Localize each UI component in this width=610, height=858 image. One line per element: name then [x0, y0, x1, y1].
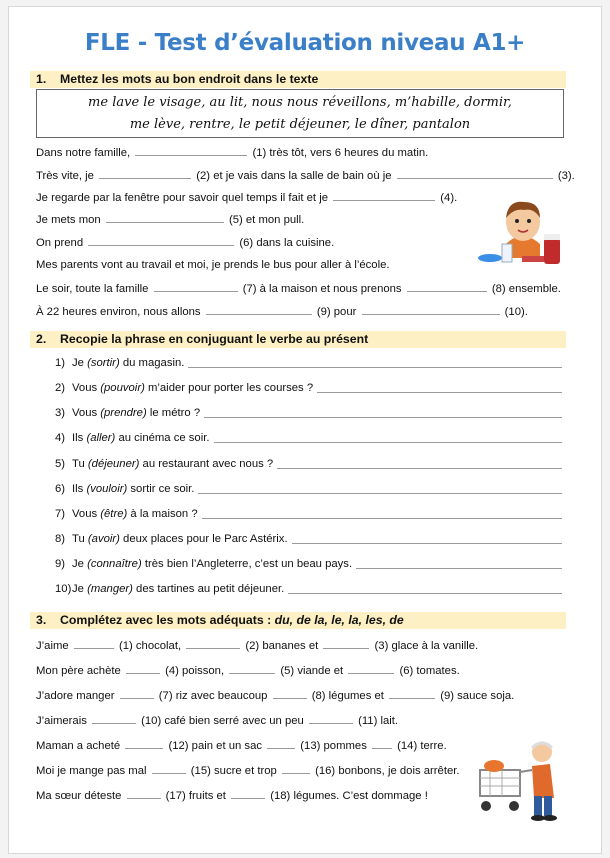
- s1-l2-text-a: Très vite, je: [36, 170, 94, 182]
- s3-row-3: [36, 688, 514, 703]
- s2-item-number: 3): [55, 407, 66, 419]
- shopper-cart-illustration: [474, 734, 570, 822]
- s2-item-subject: Vous: [72, 382, 101, 394]
- s3-r2-t1: (4) poisson,: [165, 665, 225, 677]
- s2-answer-line[interactable]: [277, 458, 562, 469]
- s3-r2-t0: Mon père achète: [36, 665, 121, 677]
- blank-2[interactable]: [99, 168, 191, 179]
- s1-line-4: [36, 212, 304, 227]
- section-2-title: Recopie la phrase en conjuguant le verbe au présent: [60, 332, 369, 346]
- section-3-heading: [30, 612, 566, 629]
- s3-row-6: [36, 763, 460, 778]
- s2-item-2: [55, 381, 562, 395]
- s1-l1-text-b: (1) très tôt, vers 6 heures du matin.: [252, 147, 429, 159]
- s2-item-verb: (être): [100, 508, 128, 520]
- s2-item-subject: Tu: [72, 458, 88, 470]
- s1-l7-text-a: Le soir, toute la famille: [36, 283, 149, 295]
- s3-blank-15[interactable]: [152, 763, 186, 774]
- s2-item-subject: Ils: [72, 432, 87, 444]
- s1-l8-text-a: À 22 heures environ, nous allons: [36, 306, 201, 318]
- s2-item-5: [55, 457, 562, 471]
- s3-r5-t3: (14) terre.: [397, 740, 447, 752]
- blank-7[interactable]: [154, 281, 238, 292]
- s3-r5-t1: (12) pain et un sac: [168, 740, 263, 752]
- blank-6[interactable]: [88, 235, 234, 246]
- blank-4[interactable]: [333, 190, 435, 201]
- s3-row-7: [36, 788, 428, 803]
- s2-item-rest: au restaurant avec nous ?: [139, 458, 274, 470]
- s1-l2-text-c: (3).: [557, 170, 575, 182]
- s2-answer-line[interactable]: [202, 508, 562, 519]
- section-3-title-words: du, de la, le, la, les, de: [274, 613, 404, 627]
- s2-item-verb: (prendre): [100, 407, 147, 419]
- s3-r4-t2: (11) lait.: [358, 715, 399, 727]
- s1-l1-text-a: Dans notre famille,: [36, 147, 131, 159]
- s3-r3-t2: (8) légumes et: [311, 690, 384, 702]
- s2-item-number: 9): [55, 558, 66, 570]
- s2-item-rest: à la maison ?: [127, 508, 198, 520]
- s3-blank-16[interactable]: [282, 763, 310, 774]
- blank-9[interactable]: [206, 304, 312, 315]
- s2-item-verb: (vouloir): [86, 483, 128, 495]
- word-bank-line-2: me lève, rentre, le petit déjeuner, le dîner, pantalon: [129, 117, 471, 132]
- s2-item-rest: sortir ce soir.: [127, 483, 195, 495]
- s2-answer-line[interactable]: [188, 357, 562, 368]
- s2-item-subject: Ils: [72, 483, 87, 495]
- s1-l5-text-b: (6) dans la cuisine.: [239, 237, 335, 249]
- s3-r3-t0: J’adore manger: [36, 690, 115, 702]
- s2-item-verb: (pouvoir): [100, 382, 145, 394]
- s3-blank-7[interactable]: [120, 688, 154, 699]
- s2-item-subject: Tu: [72, 533, 88, 545]
- s3-r6-t1: (15) sucre et trop: [190, 765, 277, 777]
- s3-row-5: [36, 738, 447, 753]
- s2-item-verb: (connaître): [87, 558, 142, 570]
- s3-blank-13[interactable]: [267, 738, 295, 749]
- section-2-heading: [30, 331, 566, 348]
- s3-row-1: [36, 638, 478, 653]
- s3-r7-t2: (18) légumes. C’est dommage !: [270, 790, 428, 802]
- word-bank-line-1: me lave le visage, au lit, nous nous réveillons, m’habille, dormir,: [88, 95, 512, 110]
- s3-blank-8[interactable]: [273, 688, 307, 699]
- s1-l8-text-b: (9) pour: [316, 306, 357, 318]
- s2-item-8: [55, 532, 562, 546]
- boy-breakfast-illustration: [478, 194, 568, 270]
- s3-r2-t2: (5) viande et: [280, 665, 344, 677]
- blank-3[interactable]: [397, 168, 553, 179]
- section-1-title: Mettez les mots au bon endroit dans le texte: [60, 72, 319, 86]
- s3-blank-17[interactable]: [127, 788, 161, 799]
- s3-r4-t0: J’aimerais: [36, 715, 87, 727]
- s3-r5-t0: Maman a acheté: [36, 740, 121, 752]
- s2-item-rest: m’aider pour porter les courses ?: [144, 382, 314, 394]
- s2-item-verb: (aller): [86, 432, 116, 444]
- s3-blank-18[interactable]: [231, 788, 265, 799]
- s2-item-number: 10): [55, 583, 72, 595]
- s2-item-number: 8): [55, 533, 66, 545]
- s3-blank-10[interactable]: [92, 713, 136, 724]
- s3-r2-t3: (6) tomates.: [399, 665, 460, 677]
- s3-blank-3[interactable]: [323, 638, 369, 649]
- s3-blank-11[interactable]: [309, 713, 353, 724]
- section-3-title: Complétez avec les mots adéquats :: [60, 613, 275, 627]
- s2-item-6: [55, 482, 562, 496]
- s2-item-number: 5): [55, 458, 66, 470]
- s1-l5-text-a: On prend: [36, 237, 84, 249]
- s1-l7-text-b: (7) à la maison et nous prenons: [242, 283, 402, 295]
- s2-item-verb: (sortir): [87, 357, 120, 369]
- s2-item-rest: des tartines au petit déjeuner.: [132, 583, 285, 595]
- s3-r1-t2: (2) bananes et: [245, 640, 319, 652]
- s1-line-7: [36, 281, 561, 296]
- blank-1[interactable]: [135, 145, 247, 156]
- s1-line-5: [36, 235, 334, 250]
- s1-l8-text-c: (10).: [504, 306, 528, 318]
- s2-answer-line[interactable]: [317, 382, 562, 393]
- s3-r3-t1: (7) riz avec beaucoup: [158, 690, 268, 702]
- s2-answer-line[interactable]: [214, 432, 563, 443]
- s3-r1-t1: (1) chocolat,: [118, 640, 182, 652]
- section-1-heading: [30, 71, 566, 88]
- s3-blank-5[interactable]: [229, 663, 275, 674]
- s3-blank-14[interactable]: [372, 738, 392, 749]
- s2-item-number: 2): [55, 382, 66, 394]
- s1-l7-text-c: (8) ensemble.: [491, 283, 561, 295]
- s2-item-rest: très bien l’Angleterre, c’est un beau pays.: [141, 558, 353, 570]
- blank-10[interactable]: [362, 304, 500, 315]
- s2-answer-line[interactable]: [204, 407, 562, 418]
- s2-item-number: 7): [55, 508, 66, 520]
- s2-item-rest: au cinéma ce soir.: [115, 432, 210, 444]
- s1-line-2: [36, 168, 575, 183]
- s1-l4-text-b: (5) et mon pull.: [228, 214, 305, 226]
- s3-blank-9[interactable]: [389, 688, 435, 699]
- section-2-number: 2.: [36, 332, 47, 346]
- s2-item-verb: (manger): [87, 583, 133, 595]
- s2-item-number: 1): [55, 357, 66, 369]
- s1-line-8: [36, 304, 528, 319]
- section-1-number: 1.: [36, 72, 47, 86]
- blank-5[interactable]: [106, 212, 224, 223]
- s1-l4-text-a: Je mets mon: [36, 214, 101, 226]
- s3-r3-t3: (9) sauce soja.: [440, 690, 515, 702]
- s2-item-1: [55, 356, 562, 370]
- s2-item-rest: du magasin.: [119, 357, 185, 369]
- s3-r6-t2: (16) bonbons, je dois arrêter.: [315, 765, 460, 777]
- s1-line-6: Mes parents vont au travail et moi, je prends le bus pour aller à l’école.: [36, 259, 390, 271]
- s3-row-2: [36, 663, 460, 678]
- section-3-number: 3.: [36, 613, 47, 627]
- s2-item-4: [55, 431, 562, 445]
- s3-r6-t0: Moi je mange pas mal: [36, 765, 147, 777]
- s2-item-7: [55, 507, 562, 521]
- s2-item-subject: Je: [72, 583, 88, 595]
- s1-line-1: [36, 145, 428, 160]
- s2-item-rest: le métro ?: [146, 407, 201, 419]
- s3-blank-2[interactable]: [186, 638, 240, 649]
- s2-item-subject: Je: [72, 357, 88, 369]
- page-title: FLE - Test d’évaluation niveau A1+: [84, 30, 526, 56]
- s1-line-3: [36, 190, 457, 205]
- s1-l2-text-b: (2) et je vais dans la salle de bain où je: [196, 170, 392, 182]
- s3-r1-t0: J’aime: [36, 640, 69, 652]
- s3-blank-1[interactable]: [74, 638, 114, 649]
- s2-answer-line[interactable]: [288, 583, 562, 594]
- s2-item-rest: deux places pour le Parc Astérix.: [119, 533, 288, 545]
- s3-r7-t0: Ma sœur déteste: [36, 790, 122, 802]
- s1-l3-text-b: (4).: [440, 192, 458, 204]
- s2-item-10: [55, 582, 562, 596]
- s2-item-subject: Je: [72, 558, 88, 570]
- s2-answer-line[interactable]: [356, 558, 562, 569]
- s3-r1-t3: (3) glace à la vanille.: [374, 640, 479, 652]
- blank-8[interactable]: [407, 281, 487, 292]
- s2-item-3: [55, 406, 562, 420]
- s2-item-subject: Vous: [72, 508, 101, 520]
- s2-item-verb: (avoir): [87, 533, 120, 545]
- s2-answer-line[interactable]: [198, 483, 562, 494]
- s2-item-verb: (déjeuner): [87, 458, 140, 470]
- s2-item-subject: Vous: [72, 407, 101, 419]
- s3-blank-4[interactable]: [126, 663, 160, 674]
- s2-answer-line[interactable]: [292, 533, 562, 544]
- s3-blank-6[interactable]: [348, 663, 394, 674]
- s3-row-4: [36, 713, 398, 728]
- s3-r5-t2: (13) pommes: [300, 740, 367, 752]
- s3-blank-12[interactable]: [125, 738, 163, 749]
- s2-item-9: [55, 557, 562, 571]
- s3-r4-t1: (10) café bien serré avec un peu: [141, 715, 304, 727]
- word-bank-box: [36, 89, 564, 138]
- s3-r7-t1: (17) fruits et: [165, 790, 226, 802]
- s1-l3-text-a: Je regarde par la fenêtre pour savoir quel temps il fait et je: [36, 192, 328, 204]
- s2-item-number: 4): [55, 432, 66, 444]
- s2-item-number: 6): [55, 483, 66, 495]
